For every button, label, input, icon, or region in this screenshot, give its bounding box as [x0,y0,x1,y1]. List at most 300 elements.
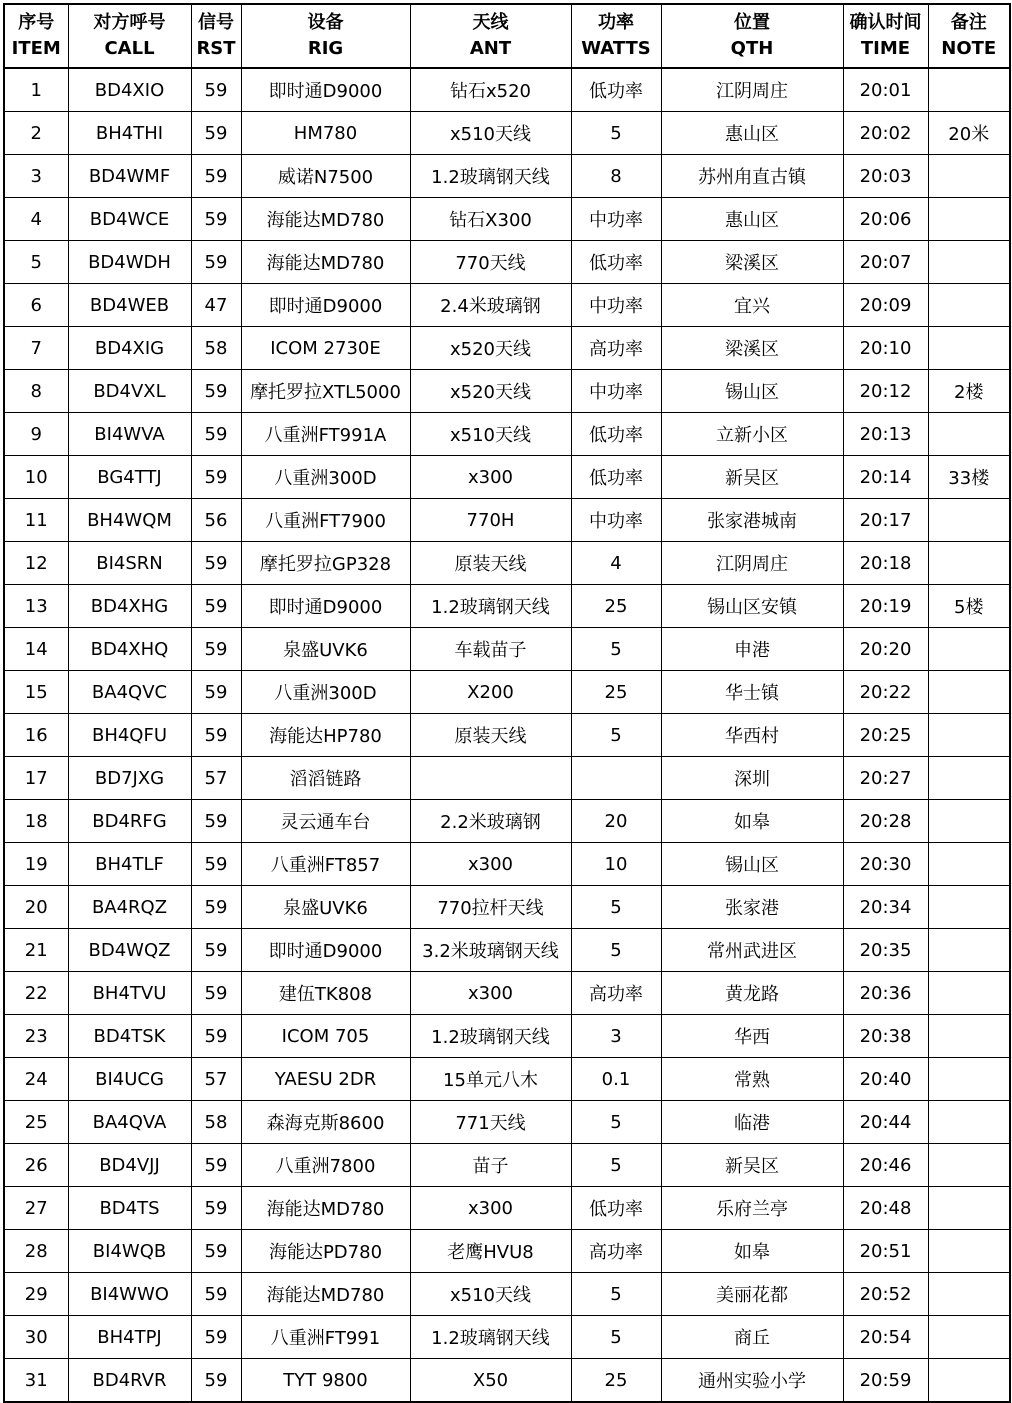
table-row [4,800,1010,843]
cell-note [928,1359,1010,1403]
cell-note [928,413,1010,456]
cell-ant: 苗子 [410,1144,571,1187]
cell-rig: ICOM 705 [241,1015,410,1058]
cell-rst: 59 [191,1187,241,1230]
cell-time: 20:17 [843,499,928,542]
cell-qth: 华士镇 [661,671,843,714]
cell-watts: 高功率 [571,1230,661,1273]
cell-watts: 10 [571,843,661,886]
table-row [4,1230,1010,1273]
cell-time: 20:59 [843,1359,928,1403]
cell-rst: 59 [191,929,241,972]
cell-watts: 5 [571,1101,661,1144]
cell-rst: 59 [191,843,241,886]
table-row [4,413,1010,456]
cell-time: 20:20 [843,628,928,671]
cell-note [928,671,1010,714]
cell-rig: 海能达MD780 [241,198,410,241]
cell-note [928,972,1010,1015]
cell-note [928,1230,1010,1273]
cell-rst: 56 [191,499,241,542]
cell-watts: 高功率 [571,327,661,370]
header-time: 确认时间 TIME [843,4,928,68]
table-row [4,1101,1010,1144]
cell-qth: 苏州甪直古镇 [661,155,843,198]
cell-rig: YAESU 2DR [241,1058,410,1101]
cell-watts [571,757,661,800]
table-row [4,155,1010,198]
cell-time: 20:06 [843,198,928,241]
cell-rst: 57 [191,1058,241,1101]
cell-rig: 威诺N7500 [241,155,410,198]
cell-note [928,843,1010,886]
header-note: 备注 NOTE [928,4,1010,68]
cell-item: 7 [4,327,68,370]
cell-time: 20:07 [843,241,928,284]
table-row [4,370,1010,413]
cell-item: 28 [4,1230,68,1273]
cell-ant: 钻石x520 [410,68,571,112]
cell-note [928,1316,1010,1359]
table-row [4,929,1010,972]
cell-qth: 锡山区 [661,843,843,886]
cell-rig: 即时通D9000 [241,929,410,972]
table-row [4,1273,1010,1316]
cell-rst: 47 [191,284,241,327]
cell-note [928,1187,1010,1230]
cell-call: BD4VJJ [68,1144,191,1187]
cell-watts: 中功率 [571,370,661,413]
cell-watts: 低功率 [571,413,661,456]
cell-item: 2 [4,112,68,155]
cell-call: BH4QFU [68,714,191,757]
cell-qth: 常州武进区 [661,929,843,972]
cell-rig: 森海克斯8600 [241,1101,410,1144]
cell-item: 26 [4,1144,68,1187]
cell-watts: 5 [571,112,661,155]
cell-rig: HM780 [241,112,410,155]
cell-time: 20:01 [843,68,928,112]
cell-call: BH4TVU [68,972,191,1015]
cell-note [928,1273,1010,1316]
cell-ant: x520天线 [410,327,571,370]
cell-call: BD4XHG [68,585,191,628]
cell-qth: 新吴区 [661,1144,843,1187]
cell-ant: x510天线 [410,413,571,456]
table-row [4,671,1010,714]
table-row [4,198,1010,241]
cell-rig: 海能达MD780 [241,241,410,284]
cell-ant: x300 [410,456,571,499]
cell-ant: 3.2米玻璃钢天线 [410,929,571,972]
cell-time: 20:02 [843,112,928,155]
cell-rst: 59 [191,1273,241,1316]
cell-note [928,1144,1010,1187]
cell-item: 8 [4,370,68,413]
cell-rst: 59 [191,1015,241,1058]
cell-qth: 华西村 [661,714,843,757]
cell-time: 20:19 [843,585,928,628]
cell-item: 10 [4,456,68,499]
cell-ant: x510天线 [410,112,571,155]
cell-time: 20:51 [843,1230,928,1273]
cell-time: 20:40 [843,1058,928,1101]
cell-note [928,155,1010,198]
cell-rst: 59 [191,241,241,284]
cell-qth: 申港 [661,628,843,671]
cell-item: 25 [4,1101,68,1144]
cell-ant: x520天线 [410,370,571,413]
cell-rst: 59 [191,198,241,241]
cell-watts: 低功率 [571,1187,661,1230]
cell-rst: 59 [191,1359,241,1403]
cell-qth: 美丽花都 [661,1273,843,1316]
cell-ant: x510天线 [410,1273,571,1316]
cell-ant [410,757,571,800]
cell-rst: 59 [191,585,241,628]
cell-time: 20:38 [843,1015,928,1058]
cell-qth: 惠山区 [661,112,843,155]
cell-watts: 25 [571,585,661,628]
cell-item: 14 [4,628,68,671]
cell-rig: 海能达MD780 [241,1273,410,1316]
cell-time: 20:09 [843,284,928,327]
cell-note [928,499,1010,542]
cell-item: 20 [4,886,68,929]
cell-ant: 1.2玻璃钢天线 [410,1316,571,1359]
cell-rst: 59 [191,628,241,671]
cell-note [928,284,1010,327]
cell-qth: 如皋 [661,1230,843,1273]
cell-rig: 八重洲300D [241,456,410,499]
header-row [4,4,1010,68]
cell-call: BI4WVA [68,413,191,456]
cell-time: 20:34 [843,886,928,929]
table-row [4,1187,1010,1230]
cell-item: 24 [4,1058,68,1101]
table-row [4,542,1010,585]
cell-item: 1 [4,68,68,112]
cell-watts: 5 [571,1144,661,1187]
cell-ant: 原装天线 [410,714,571,757]
cell-rig: 海能达HP780 [241,714,410,757]
cell-item: 11 [4,499,68,542]
cell-note [928,198,1010,241]
cell-item: 12 [4,542,68,585]
cell-qth: 梁溪区 [661,241,843,284]
table-row [4,112,1010,155]
cell-qth: 通州实验小学 [661,1359,843,1403]
cell-ant: x300 [410,1187,571,1230]
cell-note [928,1101,1010,1144]
cell-item: 16 [4,714,68,757]
cell-time: 20:35 [843,929,928,972]
cell-watts: 20 [571,800,661,843]
cell-qth: 锡山区 [661,370,843,413]
cell-ant: 钻石X300 [410,198,571,241]
cell-rst: 59 [191,1230,241,1273]
cell-watts: 5 [571,1316,661,1359]
cell-ant: 2.4米玻璃钢 [410,284,571,327]
cell-call: BI4SRN [68,542,191,585]
cell-rig: 滔滔链路 [241,757,410,800]
cell-watts: 中功率 [571,198,661,241]
cell-call: BD4WEB [68,284,191,327]
cell-call: BI4WQB [68,1230,191,1273]
cell-note: 5楼 [928,585,1010,628]
cell-call: BD4XHQ [68,628,191,671]
table-row [4,1015,1010,1058]
cell-qth: 宜兴 [661,284,843,327]
cell-rst: 59 [191,671,241,714]
cell-qth: 江阴周庄 [661,542,843,585]
cell-call: BD4RVR [68,1359,191,1403]
cell-item: 30 [4,1316,68,1359]
cell-item: 31 [4,1359,68,1403]
cell-qth: 张家港城南 [661,499,843,542]
header-rig: 设备 RIG [241,4,410,68]
cell-rst: 58 [191,327,241,370]
cell-rig: 即时通D9000 [241,68,410,112]
cell-note: 20米 [928,112,1010,155]
cell-watts: 8 [571,155,661,198]
cell-note [928,241,1010,284]
cell-note: 2楼 [928,370,1010,413]
table-row [4,757,1010,800]
table-row [4,1058,1010,1101]
cell-note [928,542,1010,585]
cell-watts: 5 [571,714,661,757]
cell-call: BH4WQM [68,499,191,542]
cell-watts: 高功率 [571,972,661,1015]
cell-qth: 江阴周庄 [661,68,843,112]
cell-item: 5 [4,241,68,284]
cell-ant: 771天线 [410,1101,571,1144]
cell-rst: 59 [191,413,241,456]
cell-watts: 中功率 [571,499,661,542]
header-ant: 天线 ANT [410,4,571,68]
cell-qth: 如皋 [661,800,843,843]
cell-qth: 商丘 [661,1316,843,1359]
header-item: 序号 ITEM [4,4,68,68]
cell-time: 20:44 [843,1101,928,1144]
cell-item: 4 [4,198,68,241]
cell-item: 13 [4,585,68,628]
cell-note [928,327,1010,370]
cell-item: 21 [4,929,68,972]
cell-item: 3 [4,155,68,198]
cell-rst: 59 [191,112,241,155]
cell-call: BA4QVA [68,1101,191,1144]
cell-item: 15 [4,671,68,714]
table-row [4,886,1010,929]
cell-time: 20:03 [843,155,928,198]
cell-qth: 黄龙路 [661,972,843,1015]
cell-rig: 八重洲FT991A [241,413,410,456]
cell-ant: x300 [410,843,571,886]
cell-item: 9 [4,413,68,456]
cell-ant: 770拉杆天线 [410,886,571,929]
cell-rst: 59 [191,370,241,413]
cell-rig: 泉盛UVK6 [241,886,410,929]
table-row [4,456,1010,499]
cell-note [928,628,1010,671]
cell-note: 33楼 [928,456,1010,499]
cell-item: 29 [4,1273,68,1316]
cell-call: BD4XIO [68,68,191,112]
cell-rig: 八重洲300D [241,671,410,714]
cell-rig: 摩托罗拉XTL5000 [241,370,410,413]
cell-call: BD4XIG [68,327,191,370]
cell-qth: 华西 [661,1015,843,1058]
cell-qth: 常熟 [661,1058,843,1101]
table-row [4,284,1010,327]
cell-call: BG4TTJ [68,456,191,499]
cell-note [928,1015,1010,1058]
cell-qth: 锡山区安镇 [661,585,843,628]
table-row [4,499,1010,542]
cell-call: BD4VXL [68,370,191,413]
cell-call: BD4RFG [68,800,191,843]
cell-ant: 1.2玻璃钢天线 [410,585,571,628]
cell-watts: 5 [571,886,661,929]
table-row [4,843,1010,886]
cell-ant: 15单元八木 [410,1058,571,1101]
cell-rst: 59 [191,714,241,757]
cell-rst: 59 [191,68,241,112]
cell-item: 23 [4,1015,68,1058]
cell-rig: 摩托罗拉GP328 [241,542,410,585]
cell-time: 20:36 [843,972,928,1015]
cell-item: 6 [4,284,68,327]
cell-qth: 梁溪区 [661,327,843,370]
cell-ant: 1.2玻璃钢天线 [410,1015,571,1058]
cell-watts: 低功率 [571,456,661,499]
cell-rig: 八重洲7800 [241,1144,410,1187]
cell-call: BH4TLF [68,843,191,886]
cell-watts: 低功率 [571,68,661,112]
cell-qth: 临港 [661,1101,843,1144]
cell-ant: 原装天线 [410,542,571,585]
contact-log-table [3,3,1011,1403]
cell-qth: 乐府兰亭 [661,1187,843,1230]
cell-call: BD4TSK [68,1015,191,1058]
cell-ant: 2.2米玻璃钢 [410,800,571,843]
cell-time: 20:28 [843,800,928,843]
cell-time: 20:27 [843,757,928,800]
cell-time: 20:54 [843,1316,928,1359]
cell-rig: 八重洲FT857 [241,843,410,886]
cell-time: 20:48 [843,1187,928,1230]
cell-rig: ICOM 2730E [241,327,410,370]
table-row [4,714,1010,757]
log-body [4,68,1010,1402]
cell-watts: 0.1 [571,1058,661,1101]
cell-ant: 770H [410,499,571,542]
cell-rig: 即时通D9000 [241,284,410,327]
cell-ant: 770天线 [410,241,571,284]
cell-rst: 59 [191,972,241,1015]
cell-call: BI4UCG [68,1058,191,1101]
cell-rig: 灵云通车台 [241,800,410,843]
cell-watts: 3 [571,1015,661,1058]
table-row [4,68,1010,112]
cell-item: 18 [4,800,68,843]
cell-time: 20:14 [843,456,928,499]
table-row [4,241,1010,284]
cell-note [928,1058,1010,1101]
cell-ant: x300 [410,972,571,1015]
cell-qth: 深圳 [661,757,843,800]
cell-call: BH4THI [68,112,191,155]
cell-call: BA4RQZ [68,886,191,929]
table-row [4,327,1010,370]
cell-rst: 59 [191,1144,241,1187]
cell-rig: TYT 9800 [241,1359,410,1403]
cell-call: BI4WWO [68,1273,191,1316]
cell-time: 20:12 [843,370,928,413]
cell-rst: 59 [191,456,241,499]
cell-item: 22 [4,972,68,1015]
cell-call: BH4TPJ [68,1316,191,1359]
cell-rst: 59 [191,1316,241,1359]
cell-qth: 立新小区 [661,413,843,456]
cell-time: 20:46 [843,1144,928,1187]
cell-time: 20:52 [843,1273,928,1316]
cell-rig: 泉盛UVK6 [241,628,410,671]
cell-call: BD4WQZ [68,929,191,972]
cell-watts: 5 [571,929,661,972]
cell-rig: 建伍TK808 [241,972,410,1015]
cell-time: 20:10 [843,327,928,370]
cell-watts: 25 [571,1359,661,1403]
cell-time: 20:25 [843,714,928,757]
cell-rst: 59 [191,155,241,198]
cell-note [928,929,1010,972]
cell-watts: 4 [571,542,661,585]
cell-rig: 即时通D9000 [241,585,410,628]
header-watts: 功率 WATTS [571,4,661,68]
table-row [4,1316,1010,1359]
cell-rst: 59 [191,542,241,585]
cell-ant: X200 [410,671,571,714]
cell-note [928,68,1010,112]
cell-rig: 海能达MD780 [241,1187,410,1230]
cell-qth: 新吴区 [661,456,843,499]
cell-ant: 老鹰HVU8 [410,1230,571,1273]
cell-call: BD4WCE [68,198,191,241]
cell-call: BD7JXG [68,757,191,800]
cell-time: 20:18 [843,542,928,585]
table-row [4,1359,1010,1403]
cell-watts: 中功率 [571,284,661,327]
cell-note [928,800,1010,843]
cell-call: BD4TS [68,1187,191,1230]
table-row [4,628,1010,671]
cell-item: 17 [4,757,68,800]
header-call: 对方呼号 CALL [68,4,191,68]
cell-ant: 车载苗子 [410,628,571,671]
cell-item: 19 [4,843,68,886]
cell-call: BD4WMF [68,155,191,198]
cell-rst: 57 [191,757,241,800]
table-row [4,1144,1010,1187]
header-rst: 信号 RST [191,4,241,68]
cell-time: 20:30 [843,843,928,886]
cell-rst: 59 [191,886,241,929]
cell-time: 20:13 [843,413,928,456]
table-row [4,972,1010,1015]
